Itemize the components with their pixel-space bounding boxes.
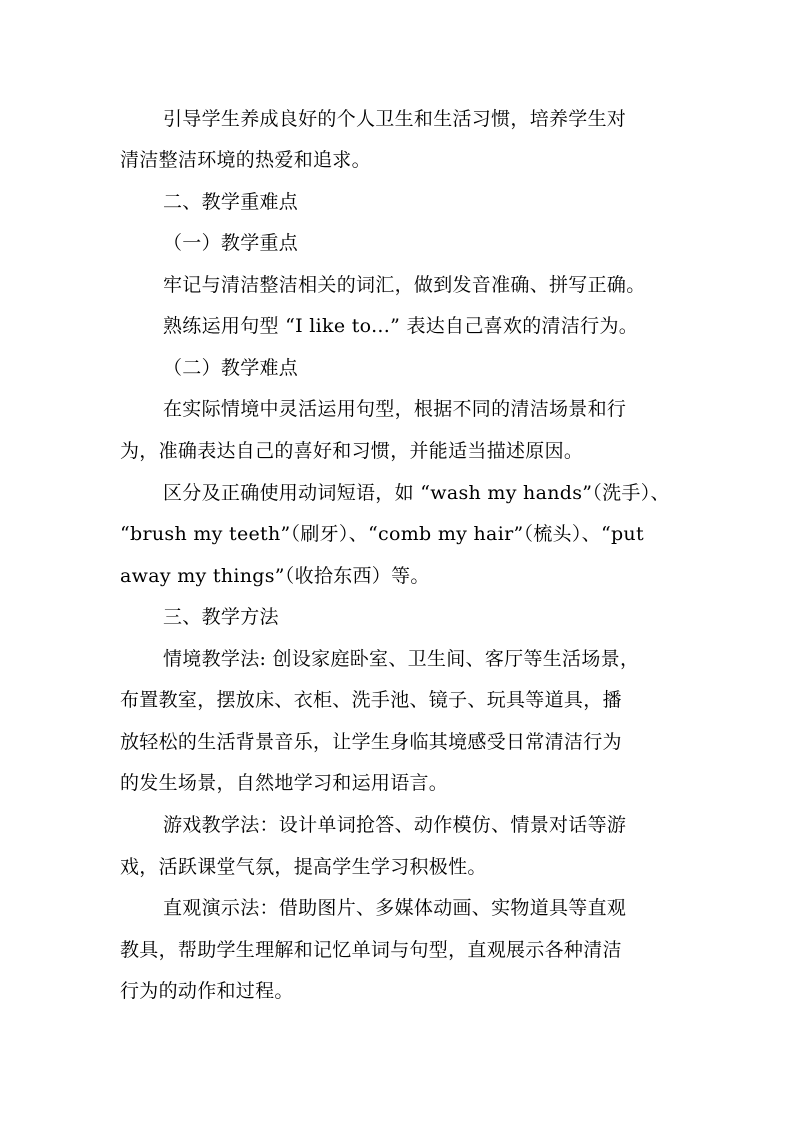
paragraph-line: 教具，帮助学生理解和记忆单词与句型，直观展示各种清洁 — [120, 939, 622, 961]
paragraph-line: 引导学生养成良好的个人卫生和生活习惯，培养学生对 — [163, 108, 627, 130]
paragraph-line: 为，准确表达自己的喜好和习惯，并能适当描述原因。 — [120, 440, 584, 462]
paragraph-line: 情境教学法: 创设家庭卧室、卫生间、客厅等生活场景， — [163, 648, 640, 670]
subsection-heading: （一）教学重点 — [163, 232, 299, 254]
paragraph-line: 布置教室，摆放床、衣柜、洗手池、镜子、玩具等道具，播 — [120, 689, 622, 711]
paragraph-line: 牢记与清洁整洁相关的词汇，做到发音准确、拼写正确。 — [163, 274, 646, 296]
paragraph-line: 戏，活跃课堂气氛，提高学生学习积极性。 — [120, 856, 487, 878]
paragraph-line: 在实际情境中灵活运用句型，根据不同的清洁场景和行 — [163, 398, 627, 420]
paragraph-line: 区分及正确使用动词短语，如 “wash my hands”（洗手）、 — [163, 482, 670, 504]
section-heading: 二、教学重难点 — [163, 191, 299, 213]
paragraph-line: “brush my teeth”（刷牙）、“comb my hair”（梳头）、“put — [120, 523, 644, 545]
subsection-heading: （二）教学难点 — [163, 357, 299, 379]
paragraph-line: 游戏教学法：设计单词抢答、动作模仿、情景对话等游 — [163, 814, 627, 836]
section-heading: 三、教学方法 — [163, 606, 279, 628]
paragraph-line: 直观演示法：借助图片、多媒体动画、实物道具等直观 — [163, 897, 627, 919]
paragraph-line: away my things”（收拾东西）等。 — [120, 565, 430, 587]
paragraph-line: 的发生场景，自然地学习和运用语言。 — [120, 772, 449, 794]
paragraph-line: 熟练运用句型 “I like to...” 表达自己喜欢的清洁行为。 — [163, 315, 639, 337]
paragraph-line: 放轻松的生活背景音乐，让学生身临其境感受日常清洁行为 — [120, 731, 622, 753]
paragraph-line: 行为的动作和过程。 — [120, 980, 294, 1002]
paragraph-line: 清洁整洁环境的热爱和追求。 — [120, 149, 371, 171]
